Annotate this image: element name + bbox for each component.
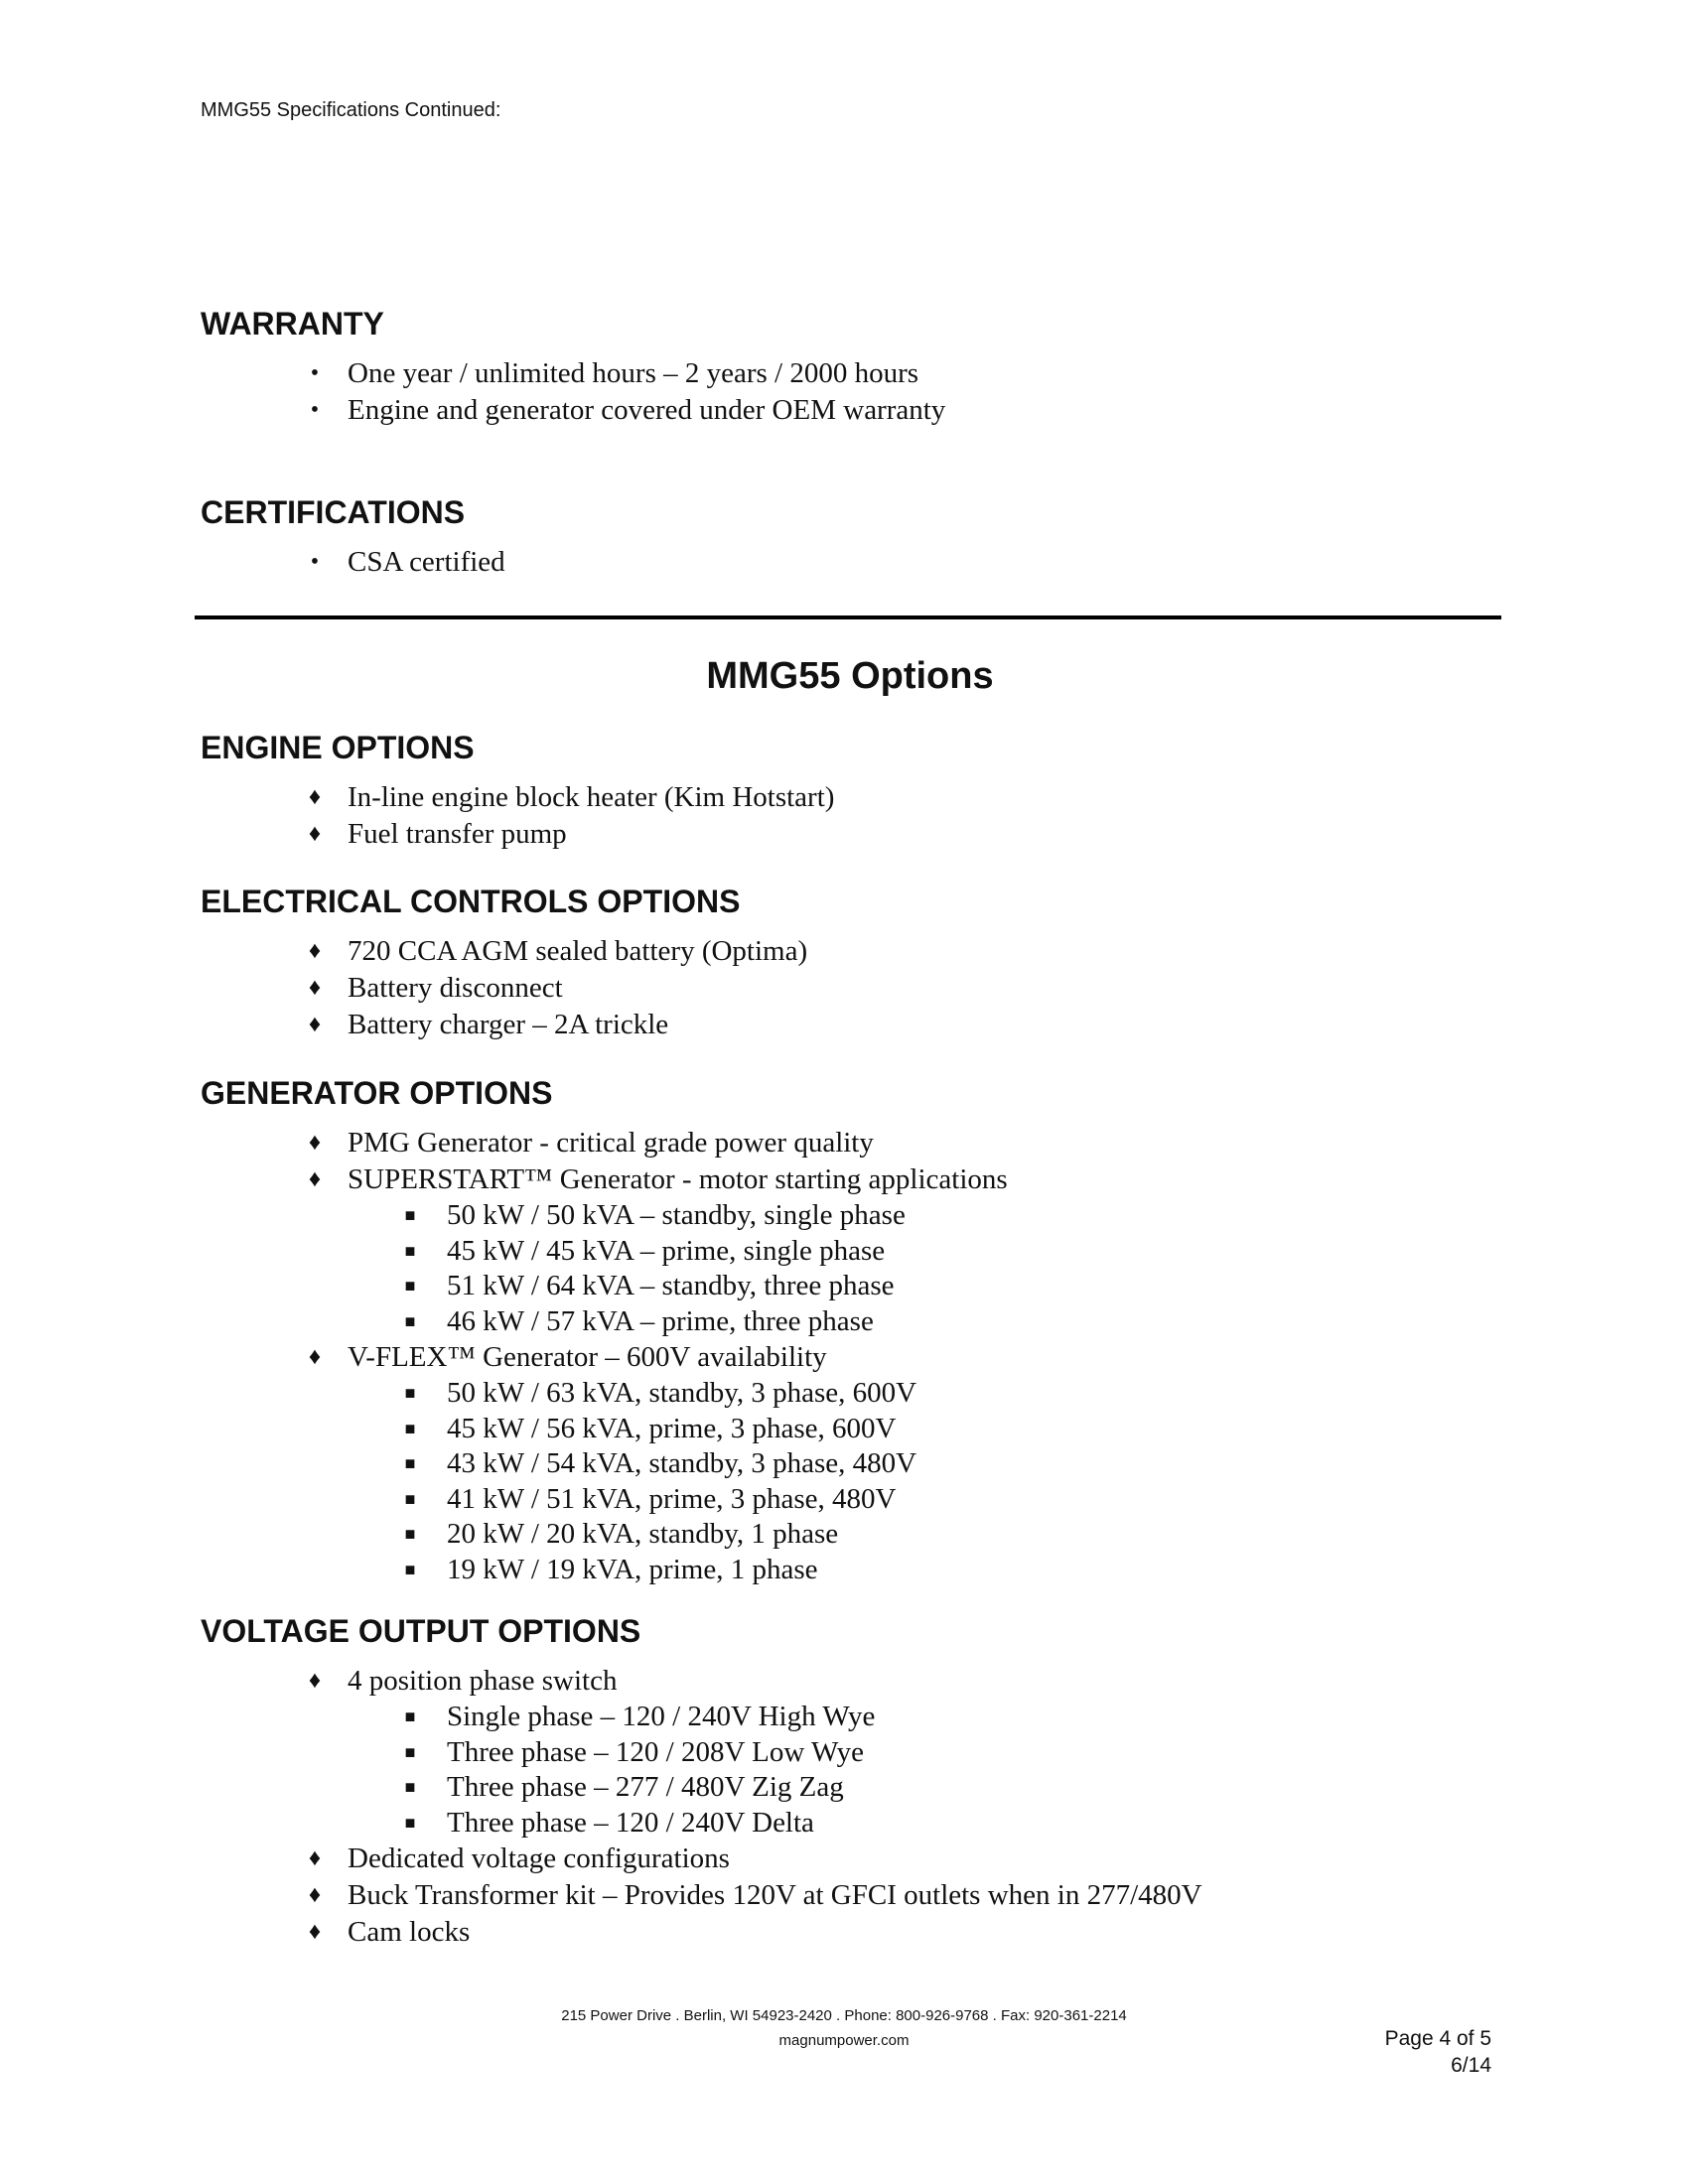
list-item: ♦ Fuel transfer pump xyxy=(201,816,834,853)
sub-list-item: ■ 50 kW / 50 kVA – standby, single phase xyxy=(201,1198,1008,1234)
sub-list-item: ■ 45 kW / 56 kVA, prime, 3 phase, 600V xyxy=(201,1412,1008,1447)
diamond-bullet-icon: ♦ xyxy=(308,1845,322,1871)
diamond-bullet-icon: ♦ xyxy=(308,821,322,847)
list-item: ♦ 720 CCA AGM sealed battery (Optima) xyxy=(201,933,807,970)
electrical-options-heading: ELECTRICAL CONTROLS OPTIONS xyxy=(201,884,741,919)
bullet-icon: • xyxy=(310,397,320,423)
section-divider xyxy=(195,615,1501,619)
generator-options-list xyxy=(201,1125,1008,1587)
generator-options-heading: GENERATOR OPTIONS xyxy=(201,1075,553,1111)
running-head: MMG55 Specifications Continued: xyxy=(201,99,501,121)
square-bullet-icon: ■ xyxy=(404,1488,416,1509)
diamond-bullet-icon: ♦ xyxy=(308,975,322,1001)
voltage-options-list xyxy=(201,1663,1202,1951)
square-bullet-icon: ■ xyxy=(404,1310,416,1331)
engine-options-heading: ENGINE OPTIONS xyxy=(201,730,475,765)
page-number: Page 4 of 5 xyxy=(1384,2027,1491,2050)
footer-address: 215 Power Drive . Berlin, WI 54923-2420 . Phone: 800-926-9768 . Fax: 920-361-2214 xyxy=(561,2007,1127,2024)
diamond-bullet-icon: ♦ xyxy=(308,1012,322,1037)
square-bullet-icon: ■ xyxy=(404,1453,416,1473)
list-item: ♦ SUPERSTART™ Generator - motor starting applications xyxy=(201,1161,1008,1198)
sub-list-item: ■ 46 kW / 57 kVA – prime, three phase xyxy=(201,1304,1008,1340)
sub-list-item: ■ 20 kW / 20 kVA, standby, 1 phase xyxy=(201,1517,1008,1553)
diamond-bullet-icon: ♦ xyxy=(308,784,322,810)
square-bullet-icon: ■ xyxy=(404,1777,416,1797)
list-item: ♦ Buck Transformer kit – Provides 120V at GFCI outlets when in 277/480V xyxy=(201,1877,1202,1914)
list-item: ♦ In-line engine block heater (Kim Hotstart) xyxy=(201,779,834,816)
diamond-bullet-icon: ♦ xyxy=(308,1668,322,1694)
sub-list-item: ■ 45 kW / 45 kVA – prime, single phase xyxy=(201,1234,1008,1270)
diamond-bullet-icon: ♦ xyxy=(308,938,322,964)
diamond-bullet-icon: ♦ xyxy=(308,1130,322,1156)
list-item: ♦ Battery disconnect xyxy=(201,970,807,1007)
engine-options-list xyxy=(201,779,834,853)
revision-date: 6/14 xyxy=(1451,2054,1491,2077)
electrical-options-list xyxy=(201,933,807,1043)
list-item: ♦ V-FLEX™ Generator – 600V availability xyxy=(201,1339,1008,1376)
square-bullet-icon: ■ xyxy=(404,1524,416,1544)
square-bullet-icon: ■ xyxy=(404,1383,416,1403)
list-item: • Engine and generator covered under OEM warranty xyxy=(201,392,945,429)
voltage-options-heading: VOLTAGE OUTPUT OPTIONS xyxy=(201,1613,641,1649)
list-item: ♦ 4 position phase switch xyxy=(201,1663,1202,1700)
list-item: ♦ Dedicated voltage configurations xyxy=(201,1841,1202,1877)
sub-list-item: ■ 43 kW / 54 kVA, standby, 3 phase, 480V xyxy=(201,1446,1008,1482)
warranty-list xyxy=(201,355,945,429)
square-bullet-icon: ■ xyxy=(404,1276,416,1296)
certifications-heading: CERTIFICATIONS xyxy=(201,494,466,530)
square-bullet-icon: ■ xyxy=(404,1418,416,1438)
bullet-icon: • xyxy=(310,549,320,575)
options-title: MMG55 Options xyxy=(706,655,994,697)
sub-list-item: ■ 50 kW / 63 kVA, standby, 3 phase, 600V xyxy=(201,1376,1008,1412)
certifications-list xyxy=(201,544,505,581)
footer-website[interactable]: magnumpower.com xyxy=(778,2032,910,2049)
diamond-bullet-icon: ♦ xyxy=(308,1166,322,1192)
square-bullet-icon: ■ xyxy=(404,1741,416,1762)
diamond-bullet-icon: ♦ xyxy=(308,1919,322,1945)
list-item: ♦ Battery charger – 2A trickle xyxy=(201,1007,807,1043)
sub-list-item: ■ Single phase – 120 / 240V High Wye xyxy=(201,1700,1202,1735)
sub-list-item: ■ Three phase – 120 / 208V Low Wye xyxy=(201,1735,1202,1771)
list-item: ♦ Cam locks xyxy=(201,1914,1202,1951)
sub-list-item: ■ 51 kW / 64 kVA – standby, three phase xyxy=(201,1269,1008,1304)
list-item: • CSA certified xyxy=(201,544,505,581)
list-item: ♦ PMG Generator - critical grade power quality xyxy=(201,1125,1008,1161)
diamond-bullet-icon: ♦ xyxy=(308,1882,322,1908)
square-bullet-icon: ■ xyxy=(404,1205,416,1225)
square-bullet-icon: ■ xyxy=(404,1240,416,1261)
diamond-bullet-icon: ♦ xyxy=(308,1344,322,1370)
square-bullet-icon: ■ xyxy=(404,1559,416,1579)
square-bullet-icon: ■ xyxy=(404,1812,416,1833)
bullet-icon: • xyxy=(310,360,320,386)
list-item: • One year / unlimited hours – 2 years / 2000 hours xyxy=(201,355,945,392)
sub-list-item: ■ Three phase – 277 / 480V Zig Zag xyxy=(201,1770,1202,1806)
warranty-heading: WARRANTY xyxy=(201,306,384,341)
sub-list-item: ■ Three phase – 120 / 240V Delta xyxy=(201,1806,1202,1842)
square-bullet-icon: ■ xyxy=(404,1706,416,1726)
sub-list-item: ■ 19 kW / 19 kVA, prime, 1 phase xyxy=(201,1553,1008,1588)
sub-list-item: ■ 41 kW / 51 kVA, prime, 3 phase, 480V xyxy=(201,1482,1008,1518)
